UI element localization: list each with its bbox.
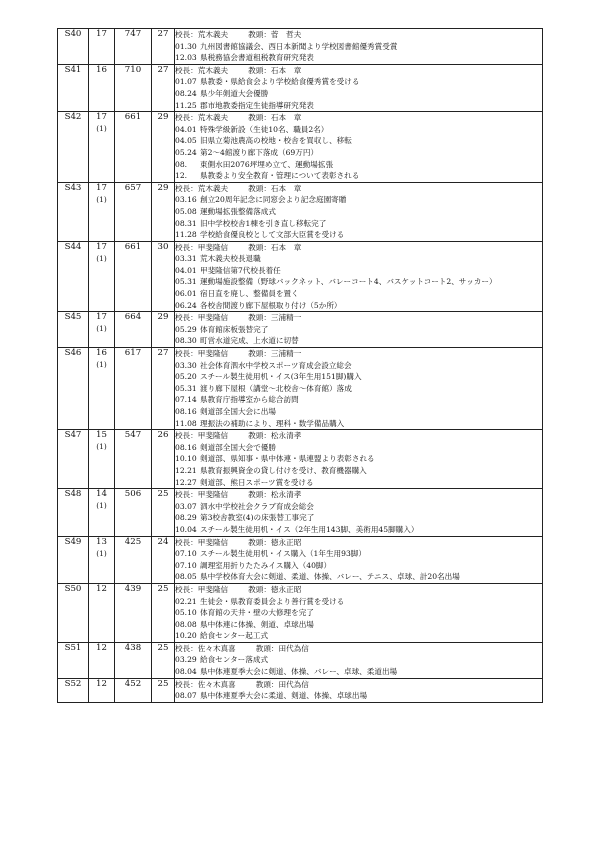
event-entry — [175, 465, 542, 477]
year-cell: S52 — [58, 678, 89, 702]
staff-count-cell: 27 — [152, 64, 175, 111]
special-class-count: (1) — [96, 194, 107, 204]
student-count-cell: 438 — [115, 642, 152, 678]
event-entry — [175, 477, 542, 489]
event-entry — [175, 335, 542, 347]
year-cell: S43 — [58, 182, 89, 241]
principal-name: 校長：荒木義夫 — [175, 65, 229, 75]
officials-line — [175, 489, 542, 501]
event-date: 08.16 — [175, 442, 197, 452]
events-cell — [175, 348, 543, 430]
history-row — [58, 182, 543, 241]
event-entry — [175, 442, 542, 454]
event-entry — [175, 654, 542, 666]
event-text: 県中学校体育大会に剣道、柔道、体操、バレー、テニス、卓球、計20名出場 — [200, 572, 460, 582]
officials-line — [175, 430, 542, 442]
event-entry — [175, 159, 542, 171]
event-text: 県中体連夏季大会に柔道、剣道、体操、卓球出場 — [200, 691, 368, 701]
event-date: 03.31 — [175, 254, 197, 264]
principal-name: 校長：甲斐隆信 — [175, 242, 229, 252]
year-cell: S48 — [58, 489, 89, 536]
event-date: 06.01 — [175, 289, 197, 299]
event-text: 第2～4館渡り廊下落成（69万円） — [200, 147, 319, 157]
staff-count-cell: 27 — [152, 348, 175, 430]
event-entry — [175, 453, 542, 465]
event-date: 08.16 — [175, 407, 197, 416]
events-cell — [175, 678, 543, 702]
event-entry — [175, 406, 542, 418]
event-entry — [175, 324, 542, 336]
officials-line — [175, 537, 542, 549]
event-text: 県中体連に体操、剣道、卓球出場 — [200, 619, 314, 629]
event-entry — [175, 229, 542, 241]
event-date: 03.16 — [175, 195, 197, 205]
vice-principal-name: 教頭：松永清孝 — [248, 431, 302, 441]
staff-count-cell: 24 — [152, 536, 175, 583]
event-text: 旧県立菊池農高の校地・校舎を買収し、移転 — [200, 136, 352, 146]
year-cell: S46 — [58, 348, 89, 430]
class-count: 16 — [96, 348, 107, 359]
history-row — [58, 64, 543, 111]
vice-principal-name: 教頭：徳永正昭 — [248, 537, 302, 547]
student-count-cell: 657 — [115, 182, 152, 241]
class-count-cell — [89, 29, 115, 65]
event-entry — [175, 501, 542, 513]
events-cell — [175, 112, 543, 183]
officials-line — [175, 65, 542, 77]
event-text: 理振法の補助により、理科・数学備品購入 — [200, 418, 345, 428]
event-date: 10.10 — [175, 454, 197, 464]
event-date: 08. — [175, 159, 188, 169]
event-text: 宿日直を廃し、整備員を置く — [200, 289, 299, 299]
special-class-count: (1) — [96, 501, 107, 511]
class-count: 17 — [96, 29, 107, 39]
student-count-cell: 661 — [115, 112, 152, 183]
event-entry — [175, 630, 542, 642]
event-text: 渡り廊下屋根（講堂～北校舎～体育館）落成 — [200, 383, 352, 393]
class-count-cell — [89, 489, 115, 536]
events-cell — [175, 182, 543, 241]
special-class-count: (1) — [96, 124, 107, 134]
class-count: 17 — [96, 112, 107, 123]
officials-line — [175, 584, 542, 596]
events-cell — [175, 642, 543, 678]
history-row — [58, 642, 543, 678]
school-history-table — [57, 28, 543, 703]
event-date: 12.27 — [175, 477, 197, 487]
event-date: 05.08 — [175, 206, 197, 216]
class-count: 17 — [96, 182, 107, 193]
year-cell: S44 — [58, 241, 89, 312]
event-date: 01.30 — [175, 41, 197, 51]
year-cell: S49 — [58, 536, 89, 583]
vice-principal-name: 教頭：石本 章 — [248, 183, 302, 193]
staff-count-cell: 25 — [152, 489, 175, 536]
event-date: 05.24 — [175, 147, 197, 157]
principal-name: 校長：甲斐隆信 — [175, 584, 229, 594]
event-text: 体育館床板張替完了 — [200, 324, 269, 334]
event-date: 01.07 — [175, 77, 197, 87]
event-date: 04.01 — [175, 124, 197, 134]
class-count: 13 — [96, 536, 107, 547]
event-date: 03.07 — [175, 501, 197, 511]
class-count-cell — [89, 241, 115, 312]
vice-principal-name: 教頭：三浦精一 — [248, 313, 302, 323]
event-entry — [175, 596, 542, 608]
event-entry — [175, 383, 542, 395]
events-cell — [175, 241, 543, 312]
event-text: 県中体連夏季大会に剣道、体操、バレー、卓球、柔道出場 — [200, 667, 398, 677]
student-count-cell: 506 — [115, 489, 152, 536]
event-text: 県教育庁指導室から総合訪問 — [200, 395, 299, 405]
event-text: 東側水田2076坪埋め立て、運動場拡張 — [200, 159, 334, 169]
event-text: 県教委・県給食会より学校給食優秀賞を受ける — [200, 77, 360, 87]
student-count-cell: 439 — [115, 583, 152, 642]
special-class-count: (1) — [96, 324, 107, 334]
event-text: 運動場施設整備（野球バックネット、バレーコート4、バスケットコート2、サッカー） — [200, 277, 497, 287]
staff-count-cell: 29 — [152, 112, 175, 183]
vice-principal-name: 教頭：松永清孝 — [248, 490, 302, 500]
principal-name: 校長：荒木義夫 — [175, 30, 229, 39]
class-count: 14 — [96, 489, 107, 500]
event-entry — [175, 666, 542, 678]
year-cell: S45 — [58, 312, 89, 348]
event-date: 02.21 — [175, 596, 197, 606]
event-date: 04.01 — [175, 265, 197, 275]
event-text: スチール製生徒用机・イス(3年生用151脚)購入 — [200, 372, 362, 382]
event-entry — [175, 100, 542, 112]
event-date: 08.31 — [175, 218, 197, 228]
class-count-cell — [89, 312, 115, 348]
event-text: 生徒会・県教育委員会より善行賞を受ける — [200, 596, 345, 606]
event-date: 03.30 — [175, 360, 197, 370]
event-date: 11.28 — [175, 230, 197, 240]
year-cell: S51 — [58, 642, 89, 678]
event-text: 社会体育泗水中学校スポーツ育成会設立総会 — [200, 360, 352, 370]
event-entry — [175, 300, 542, 312]
event-entry — [175, 147, 542, 159]
event-text: 県教委より安全教育・管理について表彰される — [200, 171, 360, 181]
student-count-cell: 617 — [115, 348, 152, 430]
class-count-cell — [89, 583, 115, 642]
event-entry — [175, 360, 542, 372]
events-cell — [175, 312, 543, 348]
vice-principal-name: 教頭：徳永正昭 — [248, 584, 302, 594]
event-text: 剣道部全国大会で優勝 — [200, 442, 276, 452]
student-count-cell: 710 — [115, 64, 152, 111]
special-class-count: (1) — [96, 548, 107, 558]
event-date: 08.07 — [175, 691, 197, 701]
event-date: 11.25 — [175, 100, 197, 110]
officials-line — [175, 643, 542, 655]
principal-name: 校長：甲斐隆信 — [175, 349, 229, 359]
staff-count-cell: 27 — [152, 29, 175, 65]
events-cell — [175, 536, 543, 583]
event-entry — [175, 206, 542, 218]
event-entry — [175, 194, 542, 206]
event-entry — [175, 88, 542, 100]
event-date: 08.05 — [175, 572, 197, 582]
event-entry — [175, 571, 542, 583]
vice-principal-name: 教頭：田代為信 — [255, 679, 309, 689]
event-entry — [175, 135, 542, 147]
staff-count-cell: 30 — [152, 241, 175, 312]
event-entry — [175, 690, 542, 702]
history-row — [58, 536, 543, 583]
event-text: 旧中学校校舎1棟を引き直し移転完了 — [200, 218, 327, 228]
event-text: 給食センター起工式 — [200, 631, 269, 641]
officials-line — [175, 679, 542, 691]
class-count-cell — [89, 348, 115, 430]
events-cell — [175, 583, 543, 642]
year-cell: S47 — [58, 430, 89, 489]
event-entry — [175, 52, 542, 64]
event-entry — [175, 512, 542, 524]
event-text: 剣道部、熊日スポーツ賞を受ける — [200, 477, 314, 487]
event-text: 剣道部、県知事・県中体連・県連盟より表彰される — [200, 454, 375, 464]
event-entry — [175, 253, 542, 265]
class-count: 12 — [96, 583, 107, 594]
event-text: 甲斐隆信第7代校長着任 — [200, 265, 281, 275]
event-entry — [175, 41, 542, 53]
special-class-count: (1) — [96, 442, 107, 452]
history-row — [58, 112, 543, 183]
event-text: 体育館の天井・壁の大修理を完了 — [200, 608, 314, 618]
officials-line — [175, 348, 542, 360]
event-text: 調理室用折りたたみイス購入（40脚） — [200, 560, 332, 570]
class-count: 12 — [96, 678, 107, 689]
class-count: 15 — [96, 430, 107, 441]
event-text: スチール製生徒用机・イス購入（1年生用93脚） — [200, 549, 366, 559]
class-count: 16 — [96, 64, 107, 75]
events-cell — [175, 489, 543, 536]
class-count: 12 — [96, 642, 107, 653]
class-count-cell — [89, 112, 115, 183]
event-entry — [175, 76, 542, 88]
event-text: 郡市地教委指定生徒指導研究発表 — [200, 100, 314, 110]
student-count-cell: 664 — [115, 312, 152, 348]
history-row — [58, 430, 543, 489]
staff-count-cell: 29 — [152, 312, 175, 348]
event-text: スチール製生徒用机・イス（2年生用143脚、美術用45脚購入） — [200, 524, 419, 534]
events-cell — [175, 29, 543, 65]
event-date: 05.20 — [175, 372, 197, 382]
student-count-cell: 661 — [115, 241, 152, 312]
event-text: 各校舎間渡り廊下屋根取り付け（5か所） — [200, 300, 342, 310]
class-count-cell — [89, 678, 115, 702]
event-date: 08.29 — [175, 513, 197, 523]
principal-name: 校長：甲斐隆信 — [175, 490, 229, 500]
year-cell: S50 — [58, 583, 89, 642]
class-count-cell — [89, 642, 115, 678]
event-entry — [175, 218, 542, 230]
event-date: 05.29 — [175, 324, 197, 334]
class-count-cell — [89, 182, 115, 241]
event-date: 10.04 — [175, 524, 197, 534]
principal-name: 校長：甲斐隆信 — [175, 431, 229, 441]
student-count-cell: 547 — [115, 430, 152, 489]
history-row — [58, 29, 543, 65]
event-text: 県少年剣道大会優勝 — [200, 88, 269, 98]
class-count-cell — [89, 64, 115, 111]
vice-principal-name: 教頭：石本 章 — [248, 65, 302, 75]
event-text: 荒木義夫校長退職 — [200, 254, 261, 264]
event-text: 剣道部全国大会に出場 — [200, 407, 276, 416]
staff-count-cell: 29 — [152, 182, 175, 241]
event-entry — [175, 607, 542, 619]
principal-name: 校長：甲斐隆信 — [175, 537, 229, 547]
vice-principal-name: 教頭：田代為信 — [255, 643, 309, 653]
event-date: 12.03 — [175, 53, 197, 63]
event-entry — [175, 265, 542, 277]
event-text: 給食センター落成式 — [200, 655, 269, 665]
event-date: 11.08 — [175, 418, 197, 428]
principal-name: 校長：甲斐隆信 — [175, 313, 229, 323]
history-row — [58, 348, 543, 430]
event-text: 県税務協会書道租税教育研究発表 — [200, 53, 314, 63]
event-entry — [175, 394, 542, 406]
event-text: 九州図書館協議会、西日本新聞より学校図書館優秀賞受賞 — [200, 41, 398, 51]
history-row — [58, 678, 543, 702]
special-class-count: (1) — [96, 360, 107, 370]
vice-principal-name: 教頭：石本 章 — [248, 242, 302, 252]
events-cell — [175, 64, 543, 111]
staff-count-cell: 26 — [152, 430, 175, 489]
event-date: 08.30 — [175, 336, 197, 346]
history-row — [58, 489, 543, 536]
event-text: 学校給食優良校として文部大臣賞を受ける — [200, 230, 345, 240]
event-date: 08.08 — [175, 619, 197, 629]
class-count: 17 — [96, 241, 107, 252]
year-cell: S42 — [58, 112, 89, 183]
vice-principal-name: 教頭：菅 哲夫 — [248, 30, 302, 39]
event-date: 03.29 — [175, 655, 197, 665]
special-class-count: (1) — [96, 253, 107, 263]
event-entry — [175, 371, 542, 383]
event-date: 12.21 — [175, 465, 197, 475]
staff-count-cell: 25 — [152, 583, 175, 642]
event-text: 県教育振興資金の貸し付けを受け、教育機器購入 — [200, 465, 367, 475]
event-text: 特殊学級新設（生徒10名、職員2名） — [200, 124, 329, 134]
event-date: 12. — [175, 171, 188, 181]
event-date: 08.04 — [175, 667, 197, 677]
history-table-body — [58, 29, 543, 703]
history-row — [58, 312, 543, 348]
principal-name: 校長：佐々木真喜 — [175, 679, 236, 689]
event-entry — [175, 548, 542, 560]
event-entry — [175, 276, 542, 288]
event-date: 08.24 — [175, 88, 197, 98]
event-entry — [175, 560, 542, 572]
event-date: 05.31 — [175, 277, 197, 287]
event-text: 創立20周年記念に同窓会より記念庭園寄贈 — [200, 195, 347, 205]
staff-count-cell: 25 — [152, 678, 175, 702]
class-count: 17 — [96, 312, 107, 323]
vice-principal-name: 教頭：石本 章 — [248, 113, 302, 123]
event-date: 10.20 — [175, 631, 197, 641]
student-count-cell: 452 — [115, 678, 152, 702]
officials-line — [175, 183, 542, 195]
event-text: 泗水中学校社会クラブ育成会総会 — [200, 501, 314, 511]
event-date: 06.24 — [175, 300, 197, 310]
event-date: 07.14 — [175, 395, 197, 405]
officials-line — [175, 242, 542, 254]
year-cell: S40 — [58, 29, 89, 65]
event-text: 運動場拡張整備落成式 — [200, 206, 276, 216]
officials-line — [175, 112, 542, 124]
event-entry — [175, 288, 542, 300]
class-count-cell — [89, 536, 115, 583]
officials-line — [175, 29, 542, 41]
staff-count-cell: 25 — [152, 642, 175, 678]
event-date: 05.10 — [175, 608, 197, 618]
event-text: 町営水道完成、上水道に切替 — [200, 336, 299, 346]
event-entry — [175, 124, 542, 136]
year-cell: S41 — [58, 64, 89, 111]
events-cell — [175, 430, 543, 489]
principal-name: 校長：荒木義夫 — [175, 113, 229, 123]
event-entry — [175, 418, 542, 430]
student-count-cell: 425 — [115, 536, 152, 583]
principal-name: 校長：佐々木真喜 — [175, 643, 236, 653]
event-entry — [175, 170, 542, 182]
event-text: 第3校舎教室(4)の床張替工事完了 — [200, 513, 315, 523]
event-date: 04.05 — [175, 136, 197, 146]
officials-line — [175, 312, 542, 324]
event-date: 07.10 — [175, 549, 197, 559]
event-date: 07.10 — [175, 560, 197, 570]
history-row — [58, 583, 543, 642]
student-count-cell: 747 — [115, 29, 152, 65]
history-row — [58, 241, 543, 312]
event-entry — [175, 524, 542, 536]
principal-name: 校長：荒木義夫 — [175, 183, 229, 193]
event-date: 05.31 — [175, 383, 197, 393]
class-count-cell — [89, 430, 115, 489]
vice-principal-name: 教頭：三浦精一 — [248, 349, 302, 359]
event-entry — [175, 619, 542, 631]
